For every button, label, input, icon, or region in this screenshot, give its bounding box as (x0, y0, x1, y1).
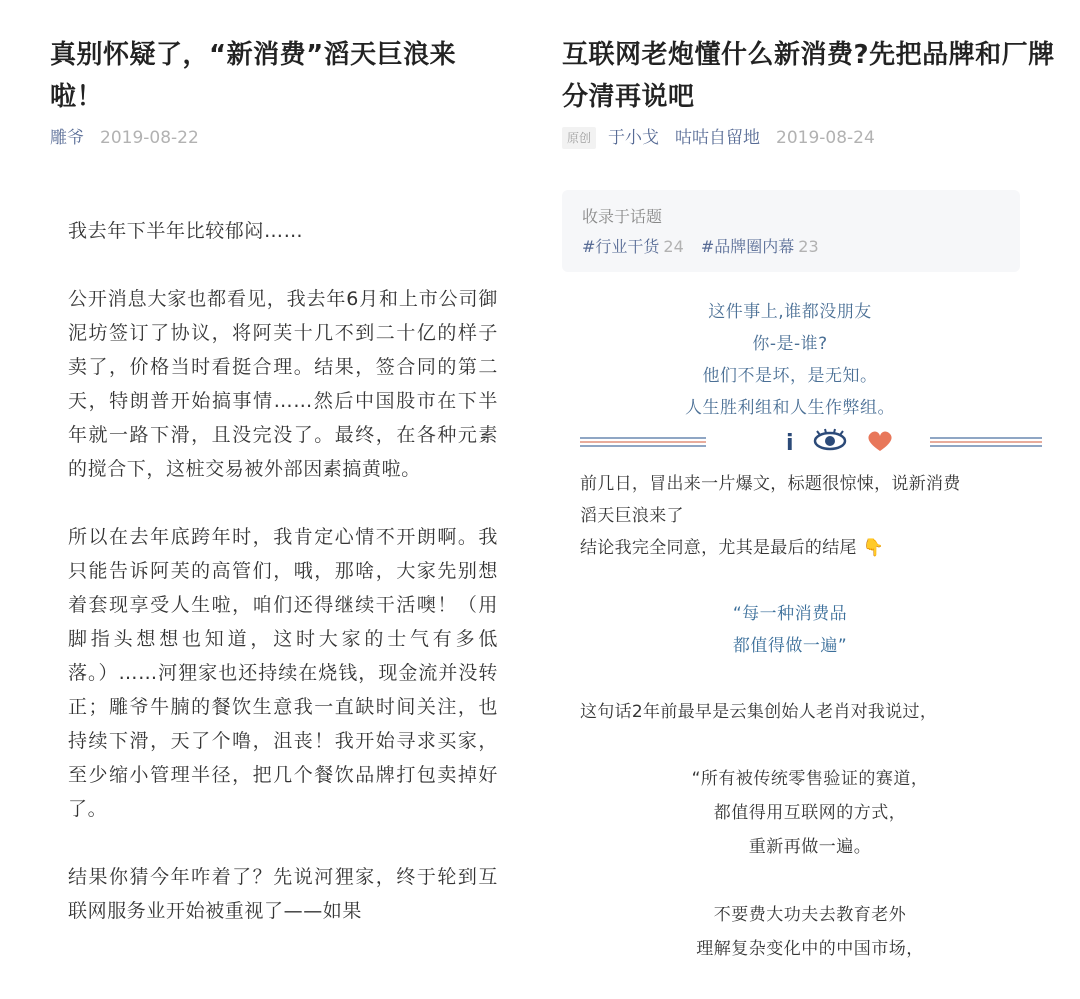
centered-line: 都值得用互联网的方式， (713, 803, 907, 823)
intro-line: 他们不是坏，是无知。 (702, 366, 878, 386)
topic-tag-name: #品牌圈内幕 (700, 237, 795, 256)
centered-line: 重新再做一遍。 (748, 837, 872, 857)
centered-line: 理解复杂变化中的中国市场， (696, 939, 924, 959)
body-line: 这句话2年前最早是云集创始人老肖对我说过， (580, 702, 938, 722)
topic-tag-brand[interactable] (701, 237, 819, 256)
intro-line: 你-是-谁? (752, 334, 828, 354)
heart-icon (868, 432, 891, 451)
topic-tag-name: #行业干货 (582, 237, 660, 256)
centered-line: “所有被传统零售验证的赛道， (691, 769, 929, 789)
body-line-text: 结论我完全同意，尤其是最后的结尾 (580, 538, 857, 558)
topic-box (562, 190, 1020, 272)
quote-line: 都值得做一遍” (732, 636, 848, 656)
left-article-body (68, 214, 498, 962)
decorative-divider (580, 428, 1042, 456)
left-stripes (580, 438, 706, 446)
paragraph: 公开消息大家也都看见，我去年6月和上市公司御泥坊签订了协议，将阿芙十几不到二十亿的样子卖了，价格当时看挺合理。结果，签合同的第二天，特朗普开始搞事情……然后中国股市在下半年就一路下滑，且没完没了。最终，在各种元素的搅合下，这桩交易被外部因素搞黄啦。 (68, 288, 498, 480)
body-line: 前几日，冒出来一片爆文，标题很惊悚，说新消费 (580, 474, 961, 494)
body-text-block-2 (580, 696, 1030, 728)
paragraph: 结果你猜今年咋着了？先说河狸家，终于轮到互联网服务业开始被重视了——如果 (68, 866, 498, 922)
left-article-date: 2019-08-22 (100, 128, 199, 148)
spacer (540, 864, 1080, 898)
body-line (580, 532, 1030, 564)
right-article-author: 于小戈 (608, 128, 660, 148)
left-article-author[interactable]: 雕爷 (50, 128, 84, 148)
body-line: 滔天巨浪来了 (580, 506, 684, 526)
right-article-title: 互联网老炮懂什么新消费?先把品牌和厂牌分清再说吧 (562, 40, 1055, 112)
original-badge: 原创 (562, 127, 596, 149)
topic-tags (582, 234, 831, 257)
centered-line: 不要费大功夫去教育老外 (713, 905, 907, 925)
quote-line: “每一种消费品 (732, 604, 848, 624)
highlight-quote (540, 598, 1040, 662)
divider-letter: i (786, 431, 794, 456)
left-article-meta (50, 126, 199, 150)
body-text-block (580, 468, 1030, 564)
right-article-meta (562, 126, 875, 150)
topic-tag-count: 23 (798, 237, 819, 256)
topic-tag-count: 24 (663, 237, 684, 256)
paragraph: 我去年下半年比较郁闷…… (68, 220, 304, 242)
right-article-date: 2019-08-24 (776, 128, 875, 148)
intro-line: 人生胜利组和人生作弊组。 (685, 398, 895, 418)
intro-block (540, 296, 1040, 424)
right-stripes (930, 438, 1042, 446)
topic-label: 收录于话题 (582, 207, 663, 226)
topic-tag-industry[interactable] (582, 237, 684, 256)
paragraph: 所以在去年底跨年时，我肯定心情不开朗啊。我只能告诉阿芙的高管们，哦，那啥，大家先别想着套现享受人生啦，咱们还得继续干活噢！（用脚指头想想也知道，这时大家的士气有多低落。）……河狸家也还持续在烧钱，现金流并没转正；雕爷牛腩的餐饮生意我一直缺时间关注，也持续下滑，天了个噜，沮丧！我开始寻求买家，至少缩小管理半径，把几个餐饮品牌打包卖掉好了。 (68, 526, 498, 820)
right-article-account-link[interactable]: 咕咕自留地 (675, 128, 761, 148)
intro-line: 这件事上,谁都没朋友 (708, 302, 872, 322)
eye-icon (815, 429, 845, 449)
right-article-panel (540, 0, 1080, 999)
left-article-title: 真别怀疑了，“新消费”滔天巨浪来啦！ (50, 40, 457, 112)
centered-quote-block (540, 762, 1080, 966)
point-down-emoji-icon: 👇 (862, 538, 884, 558)
